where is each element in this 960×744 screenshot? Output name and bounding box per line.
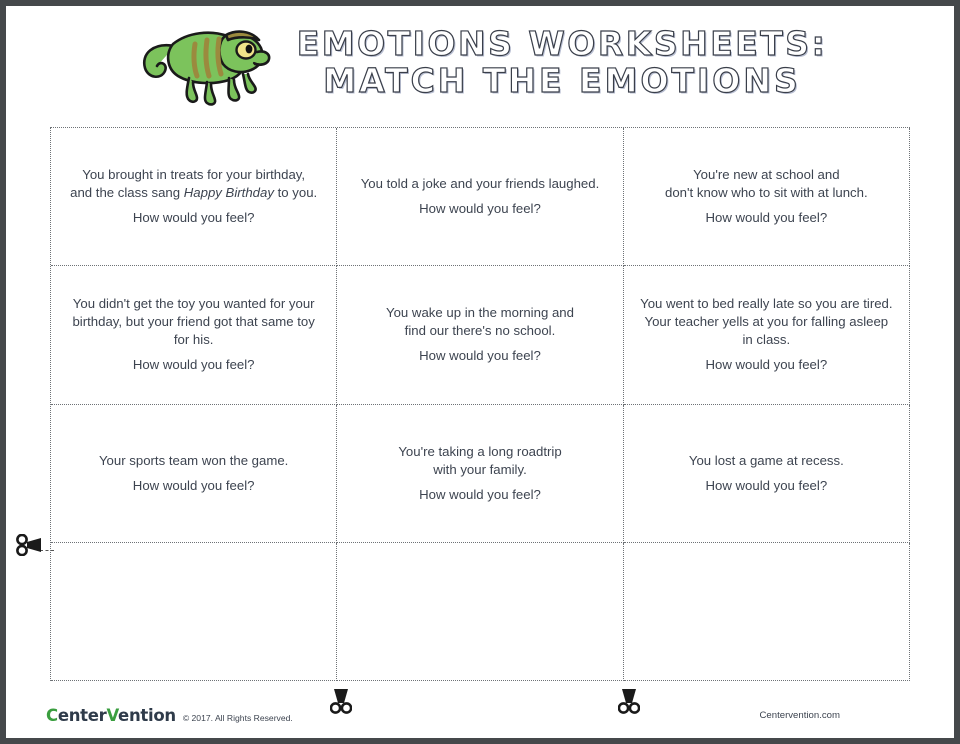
card-body: You lost a game at recess. [688, 452, 844, 468]
card-prompt [638, 295, 895, 374]
logo-v: V [106, 705, 119, 725]
card-question: How would you feel? [132, 357, 255, 373]
card-question: How would you feel? [419, 486, 541, 502]
card-body: You're taking a long roadtrip with your family. [398, 443, 562, 477]
logo-enter: enter [57, 705, 107, 725]
card-prompt [665, 166, 868, 227]
cards-grid [50, 127, 910, 681]
card-body: You told a joke and your friends laughed. [360, 176, 600, 192]
card-cell[interactable] [624, 266, 910, 404]
card-cell[interactable] [337, 405, 623, 543]
card-body-line3: to you. [273, 185, 318, 201]
card-prompt [70, 166, 317, 227]
card-question: How would you feel? [705, 210, 828, 226]
card-question: How would you feel? [419, 348, 541, 364]
card-prompt [689, 452, 844, 495]
website-url[interactable]: Centervention.com [759, 709, 840, 721]
card-prompt [386, 304, 574, 365]
card-prompt [65, 295, 322, 374]
logo-ention: ention [118, 705, 176, 725]
page-footer [6, 700, 954, 730]
chameleon-mascot-icon [133, 16, 273, 108]
card-cell[interactable] [337, 266, 623, 404]
card-question: How would you feel? [419, 201, 541, 217]
card-prompt [99, 452, 288, 495]
card-cell[interactable] [624, 405, 910, 543]
card-cell[interactable] [337, 128, 623, 266]
card-body: You wake up in the morning and find our there's no school. [386, 305, 574, 339]
scissors-icon [16, 534, 42, 556]
title-line-1: EMOTIONS WORKSHEETS: [296, 24, 828, 63]
card-body-line2: and the class sang [70, 185, 184, 201]
card-body: You went to bed really late so you are tired. Your teacher yells at you for falling asleep in class. [640, 296, 893, 348]
logo-c: C [46, 705, 58, 725]
blank-card-cell[interactable] [51, 543, 337, 681]
brand-logo-text [46, 706, 176, 725]
card-body-line1: You brought in treats for your birthday, [82, 167, 306, 183]
blank-card-cell[interactable] [624, 543, 910, 681]
card-cell[interactable] [51, 128, 337, 266]
card-body: You're new at school and don't know who to sit with at lunch. [665, 167, 868, 201]
card-cell[interactable] [624, 128, 910, 266]
card-body: You didn't get the toy you wanted for your birthday, but your friend got that same toy for his. [72, 296, 315, 348]
brand-logo[interactable] [46, 706, 293, 725]
card-prompt [361, 175, 600, 218]
card-prompt [398, 443, 561, 504]
card-cell[interactable] [51, 266, 337, 404]
card-cell[interactable] [51, 405, 337, 543]
blank-card-cell[interactable] [337, 543, 623, 681]
copyright-text: © 2017. All Rights Reserved. [182, 712, 293, 723]
card-question: How would you feel? [705, 357, 828, 373]
worksheet-title [297, 25, 828, 99]
card-question: How would you feel? [705, 477, 828, 493]
card-question: How would you feel? [132, 477, 255, 493]
card-body: Your sports team won the game. [98, 452, 289, 468]
title-line-2: MATCH THE EMOTIONS [323, 61, 801, 100]
card-body-italic: Happy Birthday [183, 185, 274, 201]
cut-line-left [40, 550, 54, 551]
page-header [6, 6, 954, 118]
card-question: How would you feel? [132, 210, 255, 226]
